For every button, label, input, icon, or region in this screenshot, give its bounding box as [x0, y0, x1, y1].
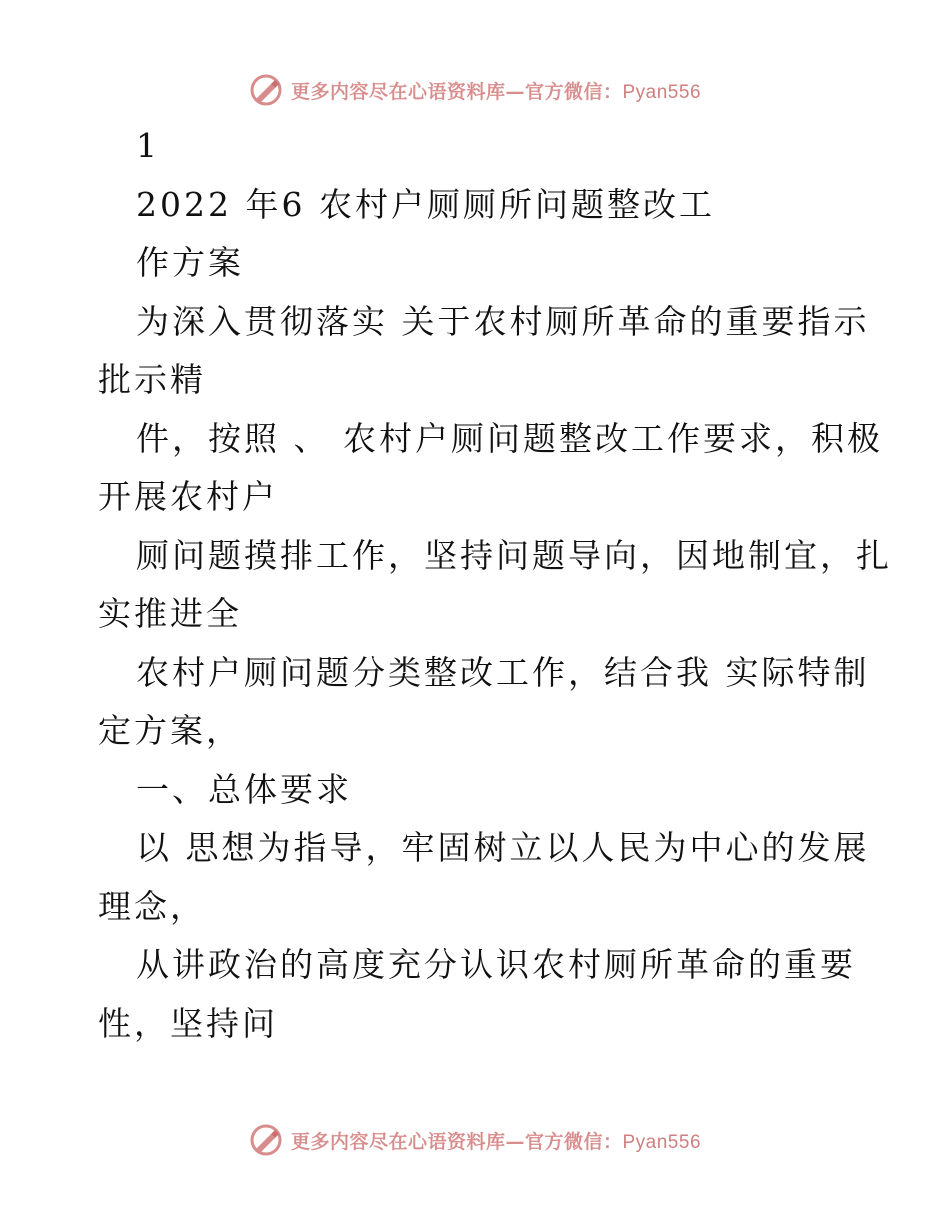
paragraph-line: 厕问题摸排工作，坚持问题导向，因地制宜，扎 [136, 536, 892, 575]
paragraph-line: 以 思想为指导，牢固树立以人民为中心的发展 [136, 828, 870, 867]
paragraph-line: 开展农村户 [98, 477, 278, 516]
paragraph-line: 定方案， [98, 711, 242, 750]
paragraph-line: 批示精 [98, 360, 206, 399]
wechat-id: Pyan556 [622, 81, 702, 103]
document-title-line-2: 作方案 [136, 243, 244, 282]
document-title-line-1: 2022 年6 农村户厕厕所问题整改工 [136, 185, 715, 224]
section-heading: 一、总体要求 [136, 770, 352, 809]
watermark-text: 更多内容尽在心语资料库—官方微信：Pyan556 [290, 1130, 702, 1153]
paragraph-line: 从讲政治的高度充分认识农村厕所革命的重要 [136, 945, 856, 984]
page-number: 1 [136, 126, 160, 165]
paragraph-line: 性，坚持问 [98, 1004, 278, 1043]
paragraph-line: 农村户厕问题分类整改工作，结合我 实际特制 [136, 653, 870, 692]
paragraph-line: 实推进全 [98, 594, 242, 633]
paragraph-line: 为深入贯彻落实 关于农村厕所革命的重要指示 [136, 302, 870, 341]
wechat-id: Pyan556 [622, 1131, 702, 1153]
paragraph-line: 件，按照 、 农村户厕问题整改工作要求，积极 [136, 419, 883, 458]
watermark-banner-bottom [0, 1120, 950, 1160]
paragraph-line: 理念， [98, 887, 206, 926]
watermark-text: 更多内容尽在心语资料库—官方微信：Pyan556 [290, 80, 702, 103]
pen-logo-icon [249, 1123, 283, 1157]
